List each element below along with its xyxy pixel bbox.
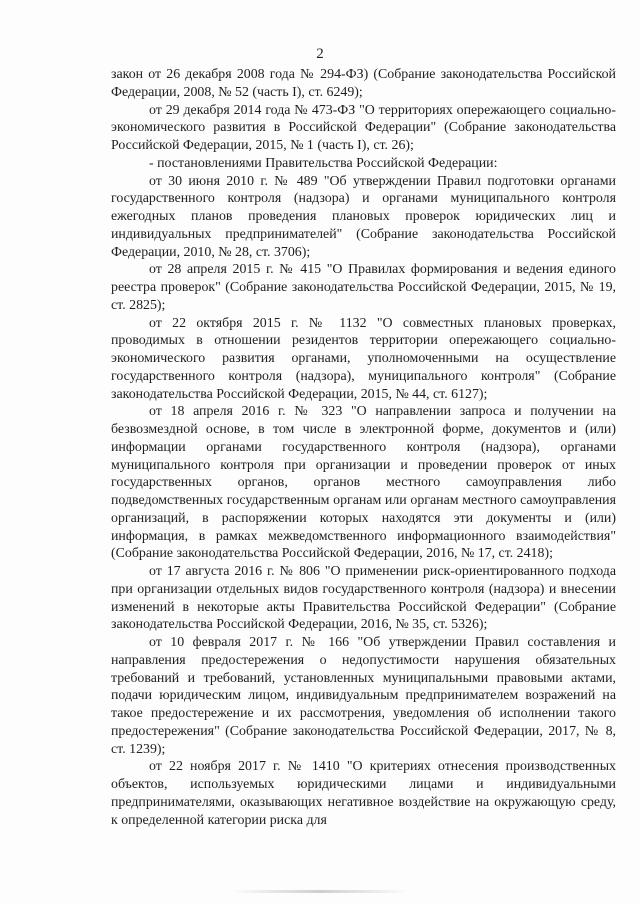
paragraph: от 30 июня 2010 г. № 489 "Об утверждении Правил подготовки органами государственного контроля (надзора) и органами муниципального контроля ежегодных планов проведения плановых проверок юридических лиц и индивидуальных предпринимателей" (Собрание законодательства Российской Федерации, 2010, № 28, ст. 3706); (111, 173, 616, 260)
paragraph: - постановлениями Правительства Российской Федерации: (149, 155, 498, 171)
paragraph: закон от 26 декабря 2008 года № 294-ФЗ) (Собрание законодательства Российской Федерации, 2008, № 52 (часть I), ст. 6249); (111, 67, 616, 100)
page-number: 2 (316, 46, 324, 62)
paragraph: от 29 декабря 2014 года № 473-ФЗ "О территориях опережающего социально-экономического развития в Российской Федерации" (Собрание законодательства Российской Федерации, 2015, № 1 (часть I), ст. 26); (111, 102, 616, 153)
paragraph: от 28 апреля 2015 г. № 415 "О Правилах формирования и ведения единого реестра проверок" (Собрание законодательства Российской Федерации, 2015, № 19, ст. 2825); (111, 262, 616, 313)
scan-smudge (230, 890, 410, 893)
paragraph: от 17 августа 2016 г. № 806 "О применении риск-ориентированного подхода при организации отдельных видов государственного контроля (надзора) и внесении изменений в некоторые акты Правительства Российской Федерации" (Собрание законодательства Российской Федерации, 2016, № 35, ст. 5326); (111, 564, 616, 633)
paragraph: от 22 ноября 2017 г. № 1410 "О критериях отнесения производственных объектов, используемых юридическими лицами и индивидуальными предпринимателями, оказывающих негативное воздействие на окружающую среду, к определенной категории риска для (111, 759, 616, 828)
paragraph: от 22 октября 2015 г. № 1132 "О совместных плановых проверках, проводимых в отношении резидентов территории опережающего социально-экономического развития органами, уполномоченными на осуществление государственного контроля (надзора), муниципального контроля" (Собрание законодательства Российской Федерации, 2015, № 44, ст. 6127); (111, 315, 616, 402)
paragraph: от 18 апреля 2016 г. № 323 "О направлении запроса и получении на безвозмездной основе, в том числе в электронной форме, документов и (или) информации органами государственного контроля (надзора), органами муниципального контроля при организации и проведении проверок от иных государственных органов, органов местного самоуправления либо подведомственных государственным органам или органам местного самоуправления организаций, в распоряжении которых находятся эти документы и (или) информация, в рамках межведомственного информационного взаимодействия" (Собрание законодательства Российской Федерации, 2016, № 17, ст. 2418); (111, 404, 616, 562)
paragraph: от 10 февраля 2017 г. № 166 "Об утверждении Правил составления и направления предостережения о недопустимости нарушения обязательных требований и требований, установленных муниципальными правовыми актами, подачи юридическим лицом, индивидуальным предпринимателем возражений на такое предостережение и их рассмотрения, уведомления об исполнении такого предостережения" (Собрание законодательства Российской Федерации, 2017, № 8, ст. 1239); (111, 635, 616, 757)
document-body (111, 66, 616, 829)
